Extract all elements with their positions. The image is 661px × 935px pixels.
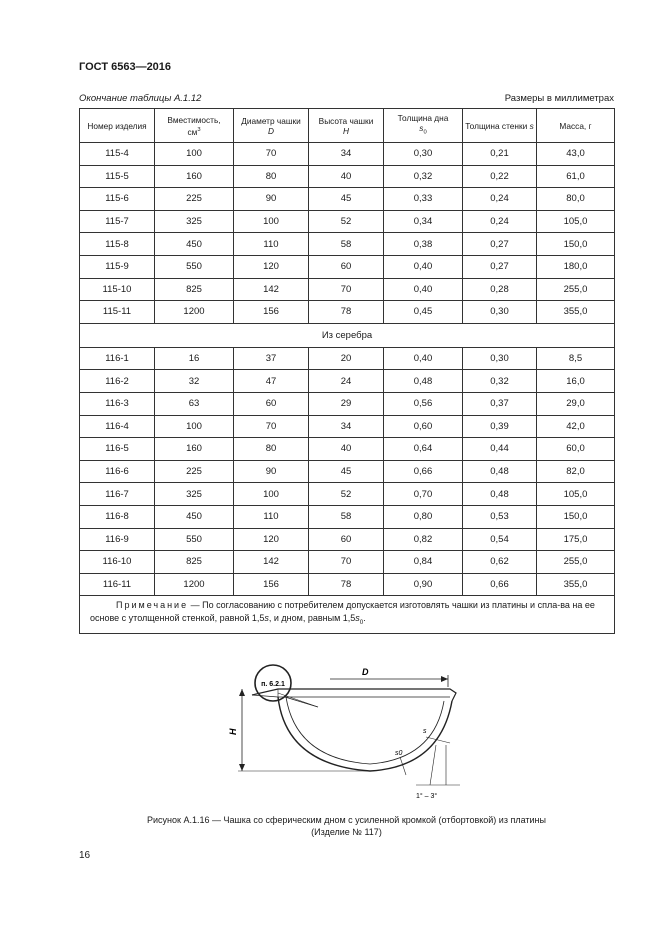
table-cell: 0,62 (463, 551, 537, 574)
table-cell: 0,24 (463, 210, 537, 233)
table-cell: 70 (309, 551, 384, 574)
table-cell: 142 (234, 278, 309, 301)
table-cell: 32 (155, 370, 234, 393)
table-row (80, 505, 615, 528)
table-row (80, 188, 615, 211)
table-cell: 116-7 (80, 483, 155, 506)
table-cell: 0,27 (463, 255, 537, 278)
table-cell: 116-11 (80, 573, 155, 596)
table-cell: 116-4 (80, 415, 155, 438)
table-row (80, 438, 615, 461)
table-cell: 70 (234, 415, 309, 438)
document-header: ГОСТ 6563—2016 (79, 61, 172, 73)
table-cell: 116-9 (80, 528, 155, 551)
table-cell: 150,0 (537, 233, 615, 256)
table-cell: 60,0 (537, 438, 615, 461)
table-cell: 0,32 (463, 370, 537, 393)
table-cell: 63 (155, 392, 234, 415)
table-cell: 450 (155, 505, 234, 528)
table-cell: 0,39 (463, 415, 537, 438)
table-cell: 0,70 (384, 483, 463, 506)
section-title: Из серебра (80, 323, 615, 347)
table-cell: 58 (309, 505, 384, 528)
note-row (80, 596, 615, 634)
table-cell: 115-6 (80, 188, 155, 211)
table-cell: 40 (309, 438, 384, 461)
table-cell: 100 (155, 143, 234, 166)
figure-caption (79, 814, 614, 838)
table-cell: 255,0 (537, 551, 615, 574)
label-s0: s0 (395, 750, 403, 757)
table-row (80, 143, 615, 166)
note-heading: Примечание (116, 600, 189, 611)
table-cell: 82,0 (537, 460, 615, 483)
table-cell: 116-1 (80, 347, 155, 370)
table-cell: 115-10 (80, 278, 155, 301)
table-cell: 160 (155, 165, 234, 188)
table-cell: 70 (309, 278, 384, 301)
table-cell: 0,28 (463, 278, 537, 301)
table-row (80, 347, 615, 370)
table-cell: 78 (309, 573, 384, 596)
table-cell: 0,45 (384, 301, 463, 324)
table-cell: 116-2 (80, 370, 155, 393)
table-cell: 100 (234, 210, 309, 233)
table-cell: 0,48 (384, 370, 463, 393)
table-cell: 0,30 (384, 143, 463, 166)
table-cell: 80 (234, 165, 309, 188)
table-cell: 116-6 (80, 460, 155, 483)
table-cell: 116-8 (80, 505, 155, 528)
table-cell: 116-3 (80, 392, 155, 415)
table-cell: 0,30 (463, 347, 537, 370)
table-row (80, 210, 615, 233)
table-cell: 325 (155, 210, 234, 233)
table-cell: 120 (234, 255, 309, 278)
table-row (80, 460, 615, 483)
table-cell: 115-8 (80, 233, 155, 256)
table-cell: 42,0 (537, 415, 615, 438)
table-cell: 355,0 (537, 573, 615, 596)
table-cell: 825 (155, 551, 234, 574)
table-cell: 60 (309, 255, 384, 278)
table-cell: 150,0 (537, 505, 615, 528)
table-cell: 8,5 (537, 347, 615, 370)
table-cell: 47 (234, 370, 309, 393)
col-header-diameter: Диаметр чашки D (234, 109, 309, 143)
table-cell: 0,66 (384, 460, 463, 483)
table-cell: 142 (234, 551, 309, 574)
table-cell: 58 (309, 233, 384, 256)
table-cell: 80 (234, 438, 309, 461)
table-cell: 0,33 (384, 188, 463, 211)
table-cell: 40 (309, 165, 384, 188)
callout-label: п. 6.2.1 (261, 681, 285, 688)
table-cell: 61,0 (537, 165, 615, 188)
table-cell: 0,22 (463, 165, 537, 188)
col-header-wall-thickness: Толщина стенки s (463, 109, 537, 143)
table-cell: 34 (309, 143, 384, 166)
table-cell: 156 (234, 301, 309, 324)
table-cell: 115-4 (80, 143, 155, 166)
table-cell: 52 (309, 210, 384, 233)
table-cell: 825 (155, 278, 234, 301)
table-cell: 100 (234, 483, 309, 506)
table-cell: 78 (309, 301, 384, 324)
table-cell: 0,48 (463, 460, 537, 483)
table-cell: 0,80 (384, 505, 463, 528)
table-row (80, 233, 615, 256)
table-cell: 1200 (155, 301, 234, 324)
table-cell: 120 (234, 528, 309, 551)
table-cell: 0,40 (384, 278, 463, 301)
table-cell: 0,53 (463, 505, 537, 528)
table-cell: 0,60 (384, 415, 463, 438)
label-h: H (228, 728, 238, 735)
table-cell: 0,40 (384, 255, 463, 278)
table-row (80, 415, 615, 438)
table-cell: 45 (309, 460, 384, 483)
table-cell: 116-10 (80, 551, 155, 574)
table-header-row (80, 109, 615, 143)
col-header-bottom-thickness: Толщина дна $s_0$ (384, 109, 463, 143)
table-cell: 52 (309, 483, 384, 506)
table-row (80, 278, 615, 301)
table-cell: 355,0 (537, 301, 615, 324)
table-cell: 16,0 (537, 370, 615, 393)
table-cell: 0,37 (463, 392, 537, 415)
table-cell: 0,32 (384, 165, 463, 188)
table-row (80, 301, 615, 324)
table-body-silver (80, 347, 615, 596)
section-row (80, 323, 615, 347)
table-cell: 160 (155, 438, 234, 461)
table-cell: 180,0 (537, 255, 615, 278)
col-header-item-number: Номер изделия (80, 109, 155, 143)
table-cell: 100 (155, 415, 234, 438)
table-row (80, 370, 615, 393)
table-cell: 29,0 (537, 392, 615, 415)
table-cell: 255,0 (537, 278, 615, 301)
table-cell: 105,0 (537, 210, 615, 233)
table-cell: 45 (309, 188, 384, 211)
table-cell: 0,30 (463, 301, 537, 324)
table-cell: 29 (309, 392, 384, 415)
col-header-mass: Масса, г (537, 109, 615, 143)
table-row (80, 255, 615, 278)
table-cell: 116-5 (80, 438, 155, 461)
table-cell: 0,90 (384, 573, 463, 596)
dimensions-note: Размеры в миллиметрах (504, 93, 614, 104)
table-cell: 37 (234, 347, 309, 370)
table-cell: 450 (155, 233, 234, 256)
table-cell: 110 (234, 505, 309, 528)
col-header-height: Высота чашки H (309, 109, 384, 143)
table-body-platinum (80, 143, 615, 324)
page-number: 16 (79, 850, 91, 861)
table-cell: 325 (155, 483, 234, 506)
table-cell: 20 (309, 347, 384, 370)
table-cell: 0,82 (384, 528, 463, 551)
table-cell: 115-11 (80, 301, 155, 324)
table-cell: 43,0 (537, 143, 615, 166)
label-angle: 1° – 3° (416, 793, 438, 800)
table-cell: 1200 (155, 573, 234, 596)
table-cell: 24 (309, 370, 384, 393)
table-note: Примечание — По согласованию с потребителем допускается изготовлять чашки из платины и спла-ва на ее основе с утолщенной стенкой, равной 1,5s, и дном, равным $1,5s_0$. (80, 596, 615, 634)
table-row (80, 528, 615, 551)
cup-drawing (230, 645, 470, 805)
table-row (80, 392, 615, 415)
table-cell: 16 (155, 347, 234, 370)
table-cell: 0,48 (463, 483, 537, 506)
table-cell: 550 (155, 528, 234, 551)
table-cell: 0,64 (384, 438, 463, 461)
table-cell: 0,66 (463, 573, 537, 596)
table-cell: 0,24 (463, 188, 537, 211)
table-cell: 550 (155, 255, 234, 278)
table-cell: 0,44 (463, 438, 537, 461)
figure-caption-line1: Рисунок А.1.16 — Чашка со сферическим дном с усиленной кромкой (отбортовкой) из платины (147, 815, 546, 825)
table-row (80, 483, 615, 506)
col-header-capacity: Вместимость, $см^3$ (155, 109, 234, 143)
label-s: s (423, 728, 427, 735)
table-cell: 105,0 (537, 483, 615, 506)
table-cell: 60 (234, 392, 309, 415)
table-cell: 115-9 (80, 255, 155, 278)
table-cell: 60 (309, 528, 384, 551)
table-cell: 70 (234, 143, 309, 166)
table-cell: 156 (234, 573, 309, 596)
table-cell: 115-5 (80, 165, 155, 188)
specs-table (79, 108, 615, 634)
table-cell: 225 (155, 460, 234, 483)
table-cell: 90 (234, 188, 309, 211)
table-cell: 0,84 (384, 551, 463, 574)
table-cell: 90 (234, 460, 309, 483)
table-cell: 110 (234, 233, 309, 256)
table-continuation-caption: Окончание таблицы А.1.12 (79, 93, 202, 104)
table-cell: 0,38 (384, 233, 463, 256)
table-cell: 0,54 (463, 528, 537, 551)
table-cell: 0,56 (384, 392, 463, 415)
table-cell: 80,0 (537, 188, 615, 211)
table-cell: 175,0 (537, 528, 615, 551)
table-cell: 34 (309, 415, 384, 438)
table-row (80, 165, 615, 188)
table-cell: 115-7 (80, 210, 155, 233)
table-cell: 225 (155, 188, 234, 211)
table-cell: 0,40 (384, 347, 463, 370)
figure-caption-line2: (Изделие № 117) (311, 827, 382, 837)
table-cell: 0,27 (463, 233, 537, 256)
table-row (80, 551, 615, 574)
table-row (80, 573, 615, 596)
table-cell: 0,21 (463, 143, 537, 166)
label-d: D (362, 667, 369, 677)
table-cell: 0,34 (384, 210, 463, 233)
